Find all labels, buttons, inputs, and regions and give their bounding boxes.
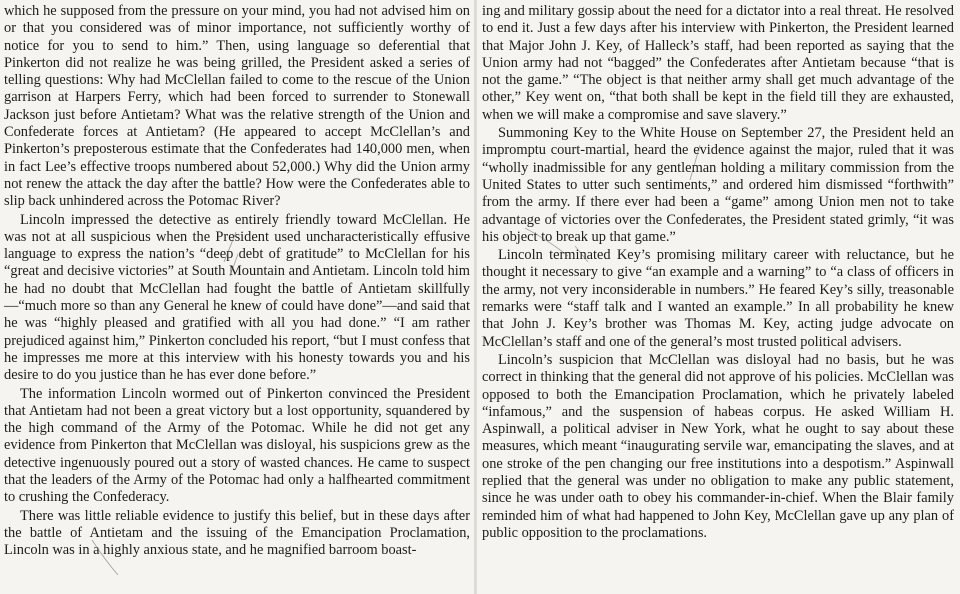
paragraph: Summoning Key to the White House on September 27, the President held an impromptu court-martial, heard the evidence against the major, ruled that it was “wholly inadmissible for any gentleman holding a military commission from the United States to utter such sentiments,” and ordered him dismissed “forthwith” from the army. If there ever had been a “game” among Union men not to take advantage of victories over the Confederates, the President stated grimly, “it was his object to break up that game.” [482, 125, 954, 245]
paragraph: ing and military gossip about the need for a dictator into a real threat. He resolved to end it. Just a few days after his interview with Pinkerton, the President learned that Major John J. Key, of Halleck’s staff, had been reported as saying that the Union army had not “bagged” the Confederates after Antietam because “that is not the game.” “The object is that neither army shall get much advantage of the other,” Key went on, “that both shall be kept in the field till they are exhausted, when we will make a compromise and save slavery.” [482, 3, 954, 123]
paragraph: Lincoln’s suspicion that McClellan was disloyal had no basis, but he was correct in thinking that the general did not approve of his policies. McClellan was opposed to both the Emancipation Proclamation, which he privately labeled “infamous,” and the suspension of habeas corpus. He asked William H. Aspinwall, a political adviser in New York, what he ought to say about these measures, which meant “inaugurating servile war, emancipating the slaves, and at one stroke of the pen changing our free institutions into a despotism.” Aspinwall replied that the general was under no obligation to make any public statement, since he was under oath to obey his commander-in-chief. When the Blair family reminded him of what had happened to John Key, McClellan gave up any plan of public opposition to the proclamations. [482, 351, 954, 541]
paragraph: Lincoln terminated Key’s promising military career with reluctance, but he thought it necessary to give “an example and a warning” to “a class of officers in the army, not very inconsiderable in numbers.” He feared Key’s silly, treasonable remarks were “staff talk and I wanted an example.” In all probability he knew that John J. Key’s brother was Thomas M. Key, acting judge advocate on McClellan’s staff and one of the general’s most trusted political advisers. [482, 247, 954, 350]
left-text-column [4, 3, 470, 560]
paragraph: The information Lincoln wormed out of Pinkerton convinced the President that Antietam had not been a great victory but a lost opportunity, squandered by the high command of the Army of the Potomac. While he did not get any evidence from Pinkerton that McClellan was disloyal, his suspicions grew as the detective ingenuously poured out a story of wasted chances. He came to suspect that the leaders of the Army of the Potomac had only a halfhearted commitment to crushing the Confederacy. [4, 385, 470, 506]
right-text-column [482, 3, 954, 542]
paragraph: There was little reliable evidence to justify this belief, but in these days after the battle of Antietam and the issuing of the Emancipation Proclamation, Lincoln was in a highly anxious state, and he magnified barroom boast- [4, 507, 470, 559]
paragraph: Lincoln impressed the detective as entirely friendly toward McClellan. He was not at all suspicious when the President used uncharacteristically effusive language to express the nation’s “deep debt of gratitude” to McClellan for his “great and decisive victories” at South Mountain and Antietam. Lincoln told him he had no doubt that McClellan had fought the battle of Antietam skillfully—“much more so than any General he knew of could have done”—and said that he was “highly pleased and gratified with all you had done.” “I am rather prejudiced against him,” Pinkerton concluded his report, “but I must confess that he impresses me more at this interview with his honesty towards you and his desire to do you justice than he has ever done before.” [4, 211, 470, 384]
paragraph: which he supposed from the pressure on your mind, you had not advised him on or that you considered was of minor importance, not sufficiently worthy of notice for you to send to him.” Then, using language so deferential that Pinkerton did not realize he was being grilled, the President asked a series of telling questions: Why had McClellan failed to come to the rescue of the Union garrison at Harpers Ferry, which had been forced to surrender to Stonewall Jackson just before Antietam? What was the relative strength of the Union and Confederate forces at Antietam? (He appeared to accept McClellan’s and Pinkerton’s preposterous estimate that the Confederates had 140,000 men, when in fact Lee’s effective troops numbered about 52,000.) Why did the Union army not renew the attack the day after the battle? How were the Confederates able to slip back unhindered across the Potomac River? [4, 3, 470, 210]
column-gutter [474, 0, 477, 594]
